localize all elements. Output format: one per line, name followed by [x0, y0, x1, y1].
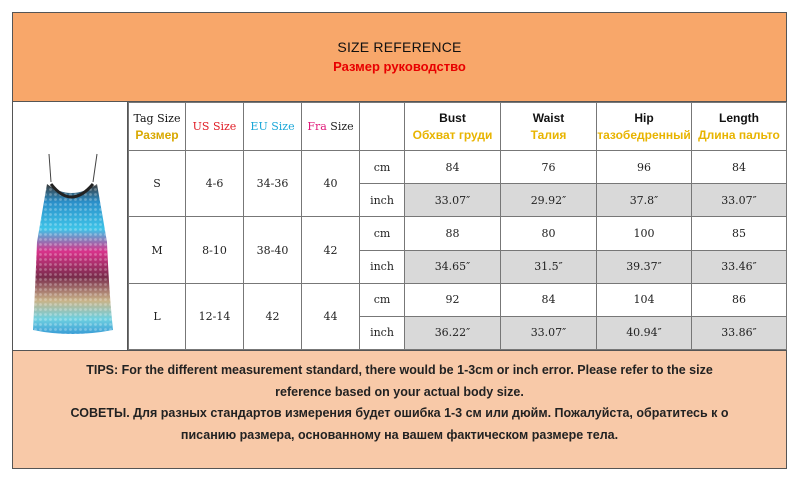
tag-cell: L — [129, 283, 186, 349]
waist-cm: 80 — [501, 217, 597, 250]
length-inch: 33.86″ — [692, 316, 787, 349]
waist-inch: 33.07″ — [501, 316, 597, 349]
unit-cm: cm — [360, 217, 405, 250]
table-row-s-cm — [129, 151, 787, 184]
us-cell: 8-10 — [186, 217, 244, 283]
bust-inch: 36.22″ — [405, 316, 501, 349]
length-inch: 33.07″ — [692, 184, 787, 217]
waist-label: Waist — [532, 110, 565, 125]
eu-cell: 38-40 — [244, 217, 302, 283]
tips-ru-line1: СОВЕТЫ. Для разных стандартов измерения будет ошибка 1-3 см или дюйм. Пожалуйста, обратитесь к о — [70, 406, 729, 420]
eu-size-label: EU Size — [250, 120, 295, 134]
bust-cm: 84 — [405, 151, 501, 184]
fra-cell: 42 — [302, 217, 360, 283]
tag-size-label-ru: Размер — [135, 127, 179, 142]
length-label: Length — [719, 110, 759, 125]
tag-size-header — [129, 103, 186, 151]
table-header-row — [129, 103, 787, 151]
eu-cell: 42 — [244, 283, 302, 349]
table-row-l-cm — [129, 283, 787, 316]
tag-cell: M — [129, 217, 186, 283]
unit-header-blank — [360, 103, 405, 151]
fra-size-label: Size — [330, 120, 354, 134]
size-reference-header — [13, 13, 786, 102]
unit-cm: cm — [360, 151, 405, 184]
waist-label-ru: Талия — [530, 127, 567, 142]
hip-cm: 104 — [597, 283, 692, 316]
hip-header — [597, 103, 692, 151]
size-table — [128, 102, 787, 350]
hip-inch: 37.8″ — [597, 184, 692, 217]
bust-header — [405, 103, 501, 151]
fra-cell: 44 — [302, 283, 360, 349]
length-cm: 86 — [692, 283, 787, 316]
bust-label-ru: Обхват груди — [412, 127, 493, 142]
hip-cm: 96 — [597, 151, 692, 184]
waist-cm: 76 — [501, 151, 597, 184]
tag-cell: S — [129, 151, 186, 217]
unit-cm: cm — [360, 283, 405, 316]
tips-en-line1: TIPS: For the different measurement standard, there would be 1-3cm or inch error. Please refer to the size — [86, 363, 713, 377]
hip-label-ru: тазобедренный — [597, 127, 691, 142]
fra-size-header — [302, 103, 360, 151]
hip-cm: 100 — [597, 217, 692, 250]
waist-header — [501, 103, 597, 151]
hip-inch: 39.37″ — [597, 250, 692, 283]
tips-ru-line2: писанию размера, основанному на вашем фактическом размере тела. — [180, 427, 619, 442]
hip-label: Hip — [634, 110, 654, 125]
tips-box — [13, 350, 786, 468]
length-header — [692, 103, 787, 151]
tips-en-line2: reference based on your actual body size. — [275, 384, 524, 399]
bust-cm: 88 — [405, 217, 501, 250]
fra-cell: 40 — [302, 151, 360, 217]
us-cell: 4-6 — [186, 151, 244, 217]
length-cm: 84 — [692, 151, 787, 184]
length-cm: 85 — [692, 217, 787, 250]
length-label-ru: Длина пальто — [698, 127, 780, 142]
bust-inch: 34.65″ — [405, 250, 501, 283]
waist-inch: 29.92″ — [501, 184, 597, 217]
hip-inch: 40.94″ — [597, 316, 692, 349]
table-row-m-cm — [129, 217, 787, 250]
waist-inch: 31.5″ — [501, 250, 597, 283]
tag-size-label: Tag Size — [133, 111, 181, 125]
bust-label: Bust — [439, 110, 466, 125]
size-chart-frame — [12, 12, 787, 469]
unit-inch: inch — [360, 250, 405, 283]
length-inch: 33.46″ — [692, 250, 787, 283]
eu-size-header — [244, 103, 302, 151]
sequin-dress-illustration — [13, 102, 127, 350]
fra-label: Fra — [307, 120, 327, 134]
us-size-label: US Size — [192, 120, 237, 134]
eu-cell: 34-36 — [244, 151, 302, 217]
unit-inch: inch — [360, 184, 405, 217]
dress-product-image — [13, 102, 128, 350]
header-subtitle: Размер руководство — [333, 59, 466, 74]
waist-cm: 84 — [501, 283, 597, 316]
header-title: SIZE REFERENCE — [337, 39, 462, 55]
bust-cm: 92 — [405, 283, 501, 316]
us-size-header — [186, 103, 244, 151]
unit-inch: inch — [360, 316, 405, 349]
us-cell: 12-14 — [186, 283, 244, 349]
bust-inch: 33.07″ — [405, 184, 501, 217]
